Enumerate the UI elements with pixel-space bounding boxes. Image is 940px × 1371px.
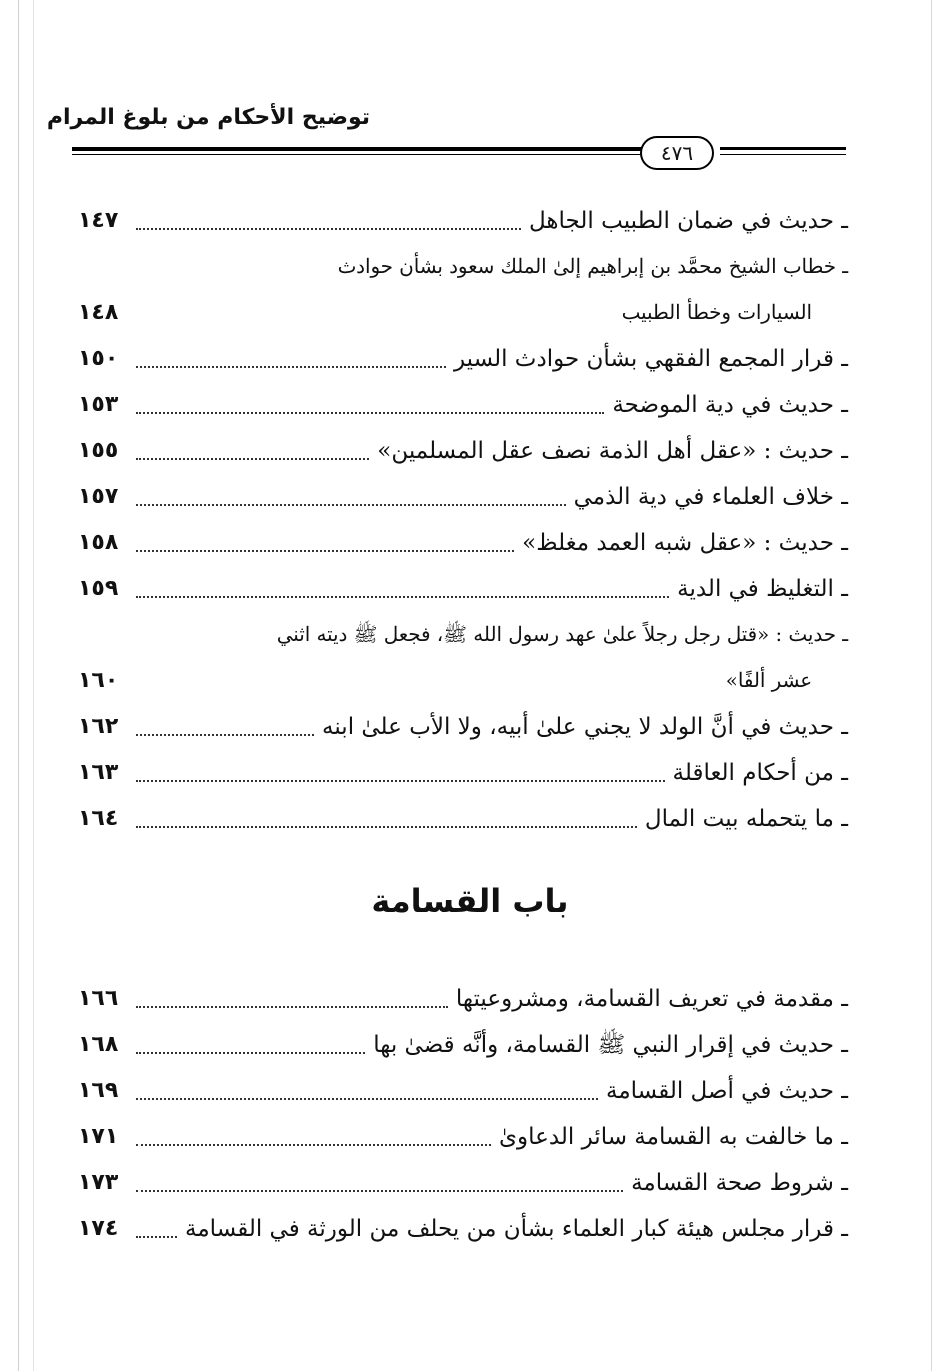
header-rule xyxy=(720,154,846,155)
toc-entry-title: ـ ما يتحمله بيت المال xyxy=(644,806,848,832)
toc-entry-page: ١٤٨ xyxy=(78,300,119,325)
toc-entry[interactable] xyxy=(70,750,848,796)
dot-leader xyxy=(136,734,314,736)
toc-entry-page: ١٧٣ xyxy=(78,1170,119,1195)
dot-leader xyxy=(136,366,446,368)
scan-edge-line xyxy=(33,0,34,1371)
toc-entry-page: ١٦٣ xyxy=(78,760,119,785)
dot-leader xyxy=(136,504,566,506)
toc-list-top xyxy=(70,198,848,842)
toc-list-bottom xyxy=(70,976,848,1252)
toc-entry-title: ـ قرار المجمع الفقهي بشأن حوادث السير xyxy=(453,346,848,372)
header-rule xyxy=(72,154,642,155)
toc-entry-title: ـ ما خالفت به القسامة سائر الدعاوىٰ xyxy=(498,1124,848,1150)
toc-entry[interactable] xyxy=(70,1160,848,1206)
toc-entry[interactable] xyxy=(70,474,848,520)
dot-leader xyxy=(136,228,521,230)
toc-entry-page: ١٥٩ xyxy=(78,576,119,601)
toc-entry-title: ـ حديث في أنَّ الولد لا يجني علىٰ أبيه، ولا الأب علىٰ ابنه xyxy=(322,714,848,740)
toc-entry-title: ـ شروط صحة القسامة xyxy=(631,1170,848,1196)
toc-entry-page: ١٥٣ xyxy=(78,392,119,417)
toc-entry-title: ـ حديث : «عقل شبه العمد مغلظ» xyxy=(522,530,848,556)
toc-entry-page: ١٦٢ xyxy=(78,714,119,739)
dot-leader xyxy=(136,1052,365,1054)
dot-leader xyxy=(136,1236,177,1238)
scan-edge-line xyxy=(931,0,932,1371)
toc-entry[interactable] xyxy=(70,1206,848,1252)
dot-leader xyxy=(136,550,514,552)
toc-entry-title: ـ مقدمة في تعريف القسامة، ومشروعيتها xyxy=(455,986,848,1012)
section-heading: باب القسامة xyxy=(371,882,569,920)
dot-leader xyxy=(136,596,669,598)
toc-entry-page: ١٤٧ xyxy=(78,208,119,233)
toc-entry[interactable] xyxy=(70,704,848,750)
dot-leader xyxy=(136,458,369,460)
toc-entry[interactable] xyxy=(70,198,848,244)
toc-entry-page: ١٦٤ xyxy=(78,806,119,831)
page-number: ٤٧٦ xyxy=(640,136,714,170)
header-rule xyxy=(72,147,642,151)
toc-entry-title: ـ حديث في دية الموضحة xyxy=(612,392,848,418)
dot-leader xyxy=(136,1144,491,1146)
toc-entry[interactable] xyxy=(70,976,848,1022)
toc-entry-title: ـ حديث : «قتل رجل رجلاً علىٰ عهد رسول الله ﷺ، فجعل ﷺ ديته اثني عشر ألفًا» xyxy=(276,623,848,692)
toc-entry-page: ١٦٠ xyxy=(78,668,119,693)
scan-edge-line xyxy=(18,0,19,1371)
toc-entry-title: ـ خطاب الشيخ محمَّد بن إبراهيم إلىٰ الملك سعود بشأن حوادث السيارات وخطأ الطبيب xyxy=(337,255,848,324)
toc-entry[interactable] xyxy=(70,520,848,566)
dot-leader xyxy=(136,1006,448,1008)
toc-entry-page: ١٧٤ xyxy=(78,1216,119,1241)
toc-entry-page: ١٦٨ xyxy=(78,1032,119,1057)
header-rule xyxy=(720,147,846,150)
toc-entry-page: ١٥٠ xyxy=(78,346,119,371)
toc-entry-page: ١٥٨ xyxy=(78,530,119,555)
toc-entry-page: ١٥٥ xyxy=(78,438,119,463)
toc-entry-page: ١٦٩ xyxy=(78,1078,119,1103)
toc-entry[interactable] xyxy=(70,244,848,336)
dot-leader xyxy=(136,1098,598,1100)
toc-entry-title: ـ حديث في ضمان الطبيب الجاهل xyxy=(529,208,848,234)
toc-entry-title: ـ حديث : «عقل أهل الذمة نصف عقل المسلمين» xyxy=(377,438,848,464)
toc-entry-page: ١٥٧ xyxy=(78,484,119,509)
toc-entry[interactable] xyxy=(70,566,848,612)
running-header-title: توضيح الأحكام من بلوغ المرام xyxy=(46,105,370,130)
toc-entry-title: ـ من أحكام العاقلة xyxy=(672,760,848,786)
toc-entry-title: ـ خلاف العلماء في دية الذمي xyxy=(573,484,848,510)
toc-entry[interactable] xyxy=(70,1068,848,1114)
toc-entry-title: ـ قرار مجلس هيئة كبار العلماء بشأن من يحلف من الورثة في القسامة xyxy=(185,1216,848,1242)
toc-entry[interactable] xyxy=(70,336,848,382)
toc-entry-title: ـ حديث في أصل القسامة xyxy=(606,1078,848,1104)
dot-leader xyxy=(136,1190,623,1192)
toc-entry[interactable] xyxy=(70,1022,848,1068)
toc-entry-page: ١٧١ xyxy=(78,1124,119,1149)
toc-entry-title: ـ التغليظ في الدية xyxy=(677,576,848,602)
toc-entry[interactable] xyxy=(70,428,848,474)
toc-entry[interactable] xyxy=(70,382,848,428)
toc-entry[interactable] xyxy=(70,1114,848,1160)
dot-leader xyxy=(136,826,637,828)
toc-entry[interactable] xyxy=(70,796,848,842)
toc-entry-title: ـ حديث في إقرار النبي ﷺ القسامة، وأنَّه قضىٰ بها xyxy=(373,1032,848,1058)
dot-leader xyxy=(136,412,604,414)
toc-entry-page: ١٦٦ xyxy=(78,986,119,1011)
toc-entry[interactable] xyxy=(70,612,848,704)
dot-leader xyxy=(136,780,665,782)
